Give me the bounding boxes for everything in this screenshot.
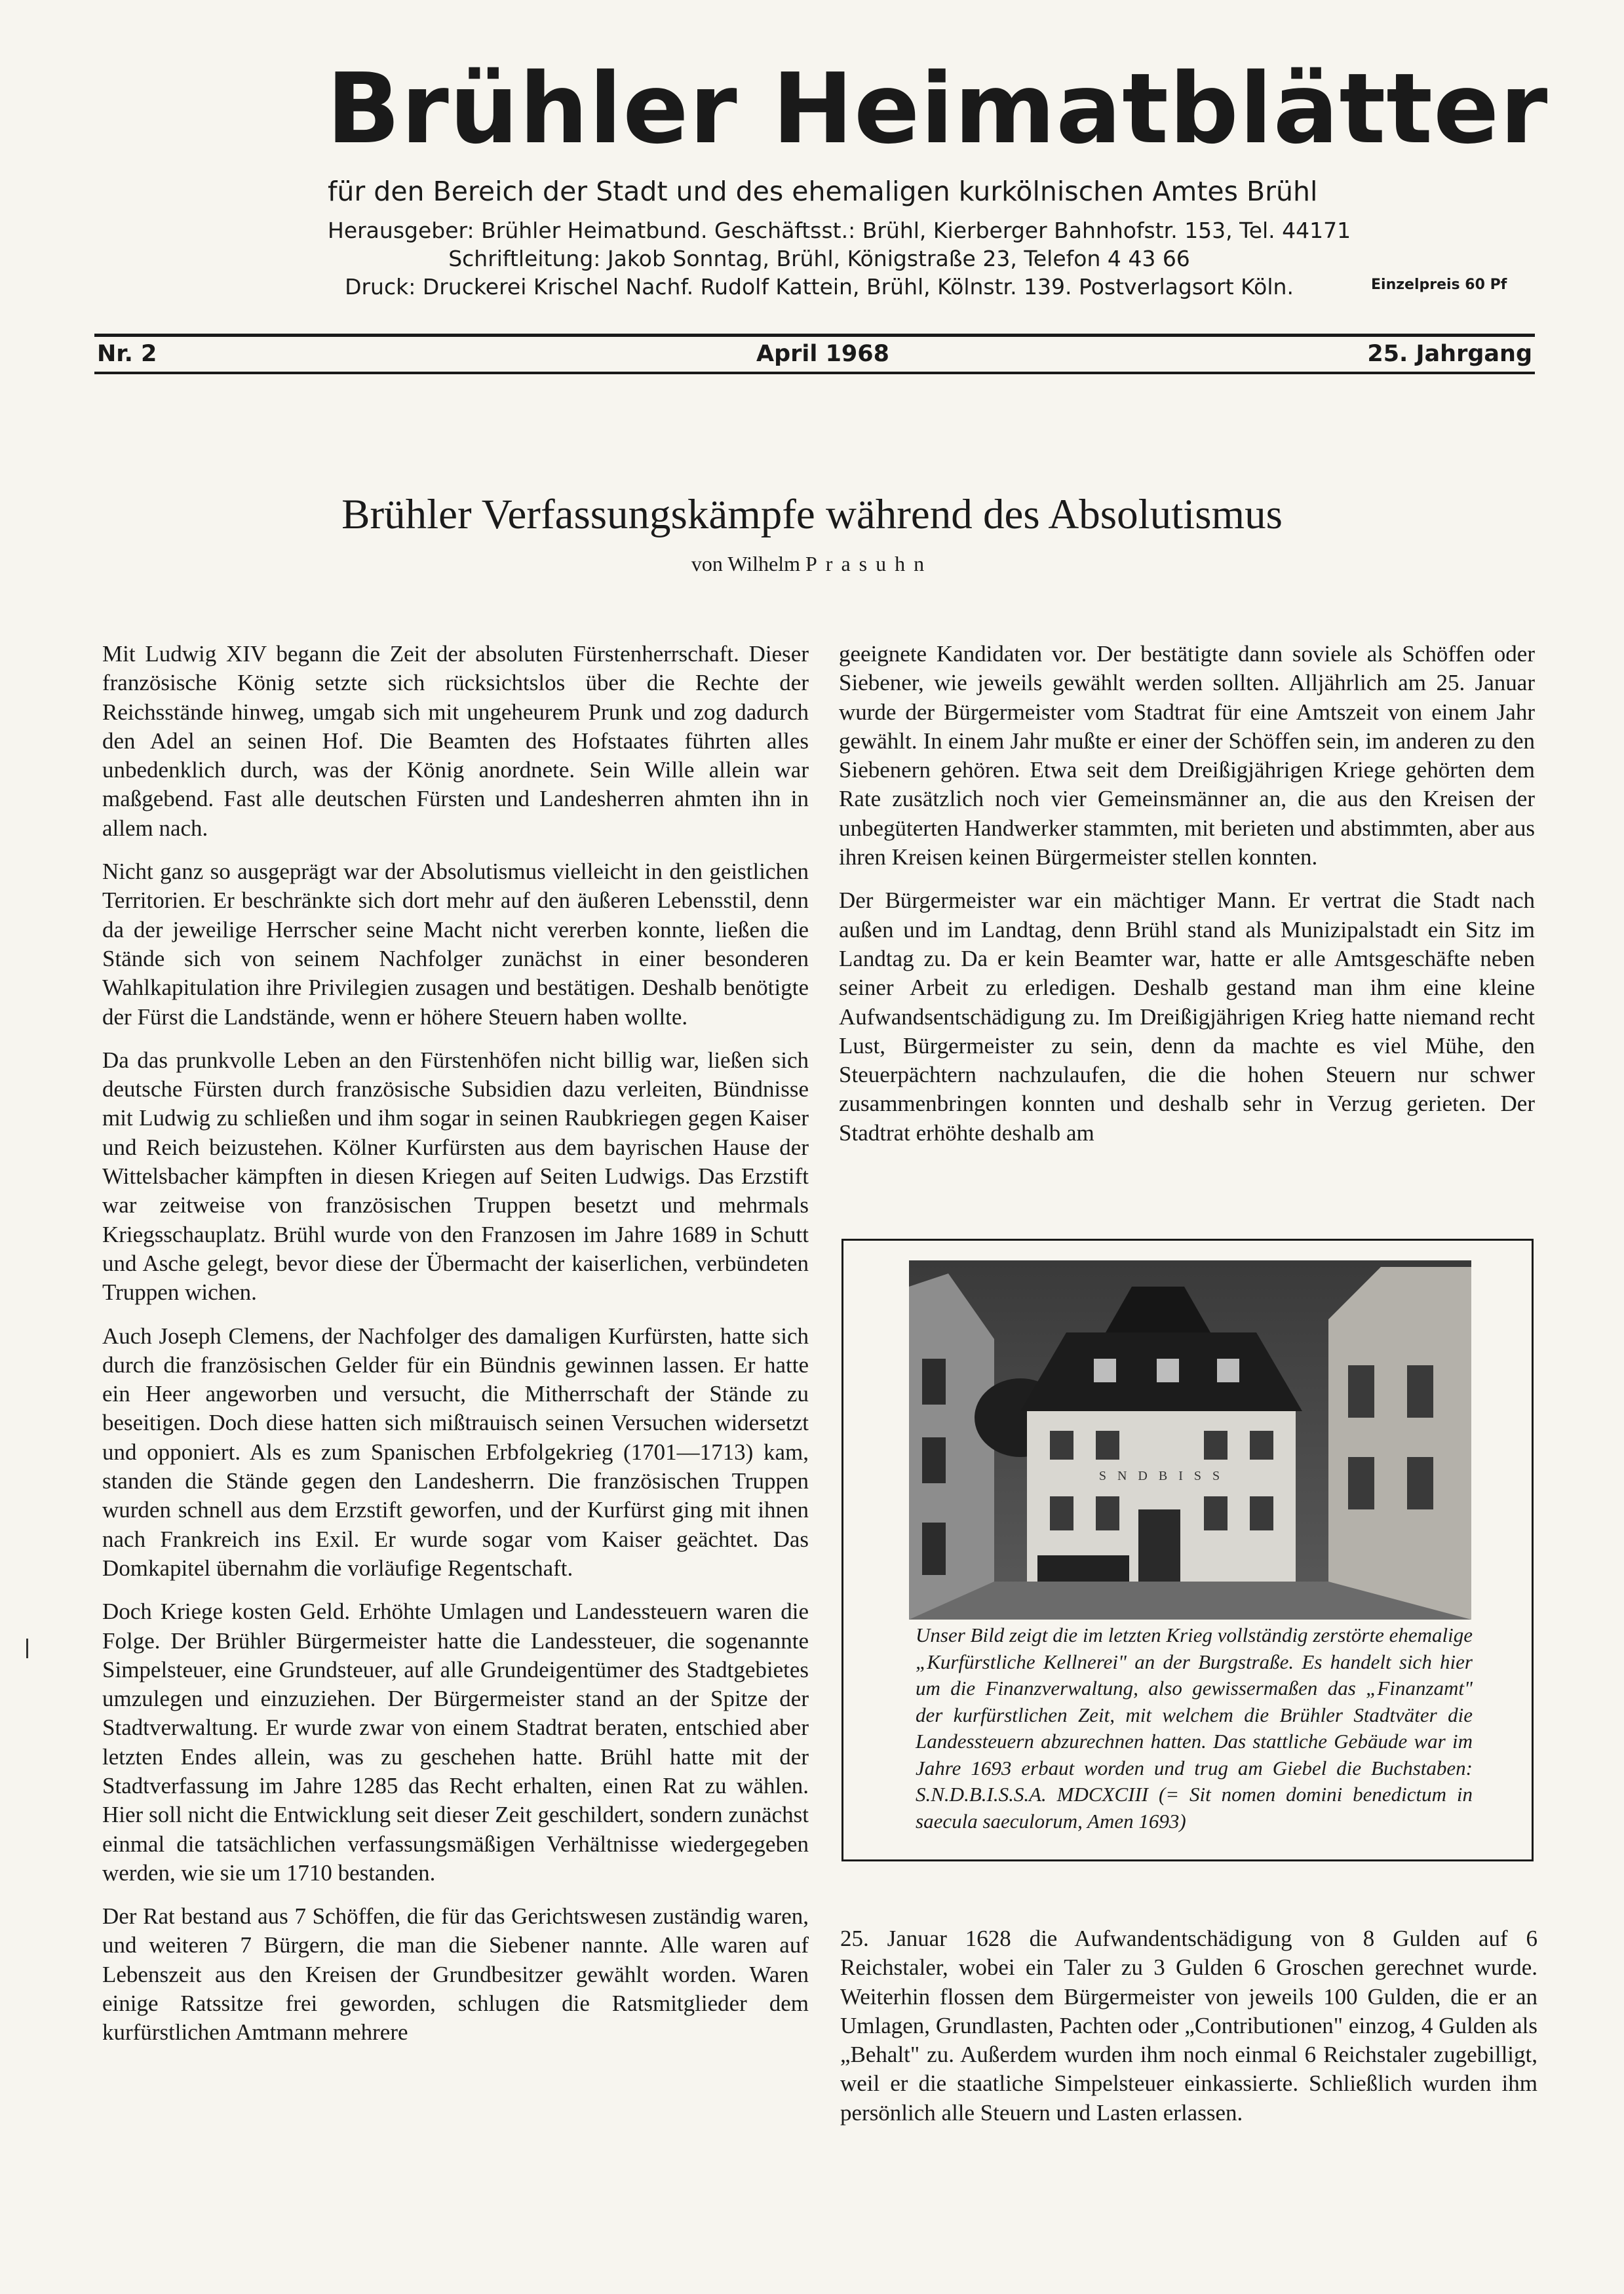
publisher-line: Herausgeber: Brühler Heimatbund. Geschäftsst.: Brühl, Kierberger Bahnhofstr. 153, Tel. 44171 bbox=[328, 218, 1351, 243]
building-photo bbox=[909, 1260, 1471, 1620]
figure-box bbox=[841, 1239, 1534, 1861]
editor-line: Schriftleitung: Jakob Sonntag, Brühl, Königstraße 23, Telefon 4 43 66 bbox=[448, 246, 1190, 271]
publication-subtitle: für den Bereich der Stadt und des ehemaligen kurkölnischen Amtes Brühl bbox=[328, 176, 1318, 207]
article-column-right-top bbox=[839, 640, 1535, 1162]
publication-imprint bbox=[328, 216, 1351, 301]
byline-prefix: von Wilhelm bbox=[691, 552, 800, 575]
figure-caption: Unser Bild zeigt die im letzten Krieg vollständig zerstörte ehemalige „Kurfürstliche Kellnerei" an der Burgstraße. Es handelt sich hier um die Finanzverwaltung, also gewissermaßen das „Finanzamt" der kurfürstlichen Zeit, mit welchem die Brühler Stadtväter die Landessteuern abzurechnen hatten. Das stattliche Gebäude war im Jahre 1693 erbaut worden und trug am Giebel die Buchstaben: S.N.D.B.I.S.S.A. MDCXCIII (= Sit nomen domini benedictum in saecula saeculorum, Amen 1693) bbox=[916, 1623, 1473, 1833]
article-title: Brühler Verfassungskämpfe während des Absolutismus bbox=[341, 491, 1283, 538]
photo-illustration bbox=[909, 1260, 1471, 1620]
byline-author: Prasuhn bbox=[805, 552, 933, 575]
margin-mark bbox=[26, 1639, 28, 1658]
paragraph: Da das prunkvolle Leben an den Fürstenhöfen nicht billig war, ließen sich deutsche Fürsten durch französische Subsidien dazu verleiten, Bündnisse mit Ludwig zu schließen und ihm sogar in seinen Raubkriegen gegen Kaiser und Reich beizustehen. Kölner Kurfürsten aus dem bayrischen Hause der Wittelsbacher kämpften in diesen Kriegen auf Seiten Ludwigs. Das Erzstift war zeitweise von französischen Truppen besetzt und mehrmals Kriegsschauplatz. Brühl wurde von den Franzosen im Jahre 1689 in Schutt und Asche gelegt, bevor diese der Übermacht der kaiserlichen, verbündeten Truppen wichen. bbox=[102, 1047, 809, 1306]
issue-volume: 25. Jahrgang bbox=[1367, 341, 1532, 367]
paragraph: Nicht ganz so ausgeprägt war der Absolutismus vielleicht in den geistlichen Territorien. Er beschränkte sich dort mehr auf den äußeren Lebensstil, denn da der jeweilige Herrscher seine Macht nicht vererben konnte, ließen die Stände sich von seinem Nachfolger zunächst in einer besonderen Wahlkapitulation ihre Privilegien zusagen und bestätigen. Deshalb benötigte der Fürst die Landstände, wenn er höhere Steuern haben wollte. bbox=[102, 859, 809, 1030]
issue-number: Nr. 2 bbox=[97, 341, 157, 367]
single-price: Einzelpreis 60 Pf bbox=[1371, 277, 1507, 293]
paragraph: Mit Ludwig XIV begann die Zeit der absoluten Fürstenherrschaft. Dieser französische König setzte sich rücksichtslos über die Rechte der Reichsstände hinweg, umgab sich mit ungeheurem Prunk und zog dadurch den Adel an seinen Hof. Die Beamten des Hofstaates führten alles unbedenklich durch, was der König anordnete. Sein Wille allein war maßgebend. Fast alle deutschen Fürsten und Landesherren ahmten ihn in allem nach. bbox=[102, 641, 809, 841]
article-byline bbox=[0, 552, 1624, 576]
publication-title: Brühler Heimatblätter bbox=[326, 52, 1549, 165]
paragraph: geeignete Kandidaten vor. Der bestätigte dann soviele als Schöffen oder Siebener, wie jeweils gewählt werden sollten. Alljährlich am 25. Januar wurde der Bürgermeister vom Stadtrat für eine Amtszeit von einem Jahr gewählt. In einem Jahr mußte er einer der Schöffen sein, im anderen zu den Siebenern gehören. Etwa seit dem Dreißigjährigen Kriege gehörten dem Rate zusätzlich noch vier Gemeinsmänner an, die aus den Kreisen der unbegüterten Handwerker stammten, mit berieten und abstimmten, aber aus ihren Kreisen keinen Bürgermeister stellen konnten. bbox=[839, 641, 1535, 870]
paragraph: 25. Januar 1628 die Aufwandentschädigung von 8 Gulden auf 6 Reichstaler, wobei ein Taler zu 3 Gulden 6 Groschen gerechnet wurde. Weiterhin flossen dem Bürgermeister von jeweils 100 Gulden, die er an Umlagen, Grundlasten, Pachten oder „Contributionen" einzog, 4 Gulden als „Behalt" zu. Außerdem wurden ihm noch einmal 6 Reichstaler zugebilligt, weil er die staatliche Simpelsteuer einkassierte. Schließlich wurden ihm persönlich alle Steuern und Lasten erlassen. bbox=[840, 1926, 1537, 2126]
printer-line: Druck: Druckerei Krischel Nachf. Rudolf Kattein, Brühl, Kölnstr. 139. Postverlagsort Köln. bbox=[345, 274, 1294, 300]
paragraph: Der Bürgermeister war ein mächtiger Mann. Er vertrat die Stadt nach außen und im Landtag, denn Brühl stand als Munizipalstadt ein Sitz im Landtag zu. Da er kein Beamter war, hatte er alle Amtsgeschäfte neben seiner Arbeit zu erledigen. Deshalb gestand man ihm eine kleine Aufwandsentschädigung zu. Im Dreißigjährigen Krieg hatte niemand recht Lust, Bürgermeister zu sein, denn da machte es viel Mühe, den Steuerpächtern nachzulaufen, die die hohen Steuern nur schwer zusammenbringen konnten und deshalb sehr in Verzug gerieten. Der Stadtrat erhöhte deshalb am bbox=[839, 887, 1535, 1146]
issue-bar bbox=[94, 338, 1535, 370]
building-inscription: S N D B I S S bbox=[1098, 1469, 1224, 1483]
article-column-left bbox=[102, 640, 809, 2062]
paragraph: Doch Kriege kosten Geld. Erhöhte Umlagen und Landessteuern waren die Folge. Der Brühler Bürgermeister hatte die Landessteuer, die sogenannte Simpelsteuer, eine Grundsteuer, auf alle Grundeigentümer des Stadtgebietes umzulegen und einzuziehen. Der Bürgermeister stand an der Spitze der Stadtverwaltung. Er wurde zwar von einem Stadtrat beraten, entschied aber letzten Endes allein, was zu geschehen hatte. Brühl hatte mit der Stadtverfassung im Jahre 1285 das Recht erhalten, einen Rat zu wählen. Hier soll nicht die Entwicklung seit dieser Zeit geschildert, sondern zunächst einmal die tatsächlichen verfassungsmäßigen Verhältnisse wiedergegeben werden, wie sie um 1710 bestanden. bbox=[102, 1599, 809, 1886]
paragraph: Der Rat bestand aus 7 Schöffen, die für das Gerichtswesen zuständig waren, und weiteren 7 Bürgern, die man die Siebener nannte. Alle waren auf Lebenszeit aus den Kreisen der Grundbesitzer gewählt worden. Waren einige Ratssitze frei geworden, schlugen die Ratsmitglieder dem kurfürstlichen Amtmann mehrere bbox=[102, 1903, 809, 2046]
issue-rule-top bbox=[94, 334, 1535, 337]
paragraph: Auch Joseph Clemens, der Nachfolger des damaligen Kurfürsten, hatte sich durch die französischen Gelder für ein Bündnis gewinnen lassen. Er hatte ein Heer angeworben und versucht, die Mitherrschaft der Stände zu beseitigen. Doch diese hatten sich mißtrauisch seinen Versuchen widersetzt und opponiert. Als es zum Spanischen Erbfolgekrieg (1701—1713) kam, standen die Stände gegen den Landesherrn. Die französischen Truppen wurden schnell aus dem Erzstift geworfen, und der Kurfürst ging mit ihnen nach Frankreich ins Exil. Er wurde sogar vom Kaiser geächtet. Das Domkapitel übernahm die vorläufige Regentschaft. bbox=[102, 1323, 809, 1581]
issue-rule-bottom bbox=[94, 372, 1535, 374]
article-column-right-bottom bbox=[840, 1924, 1537, 2142]
issue-date: April 1968 bbox=[756, 341, 889, 367]
